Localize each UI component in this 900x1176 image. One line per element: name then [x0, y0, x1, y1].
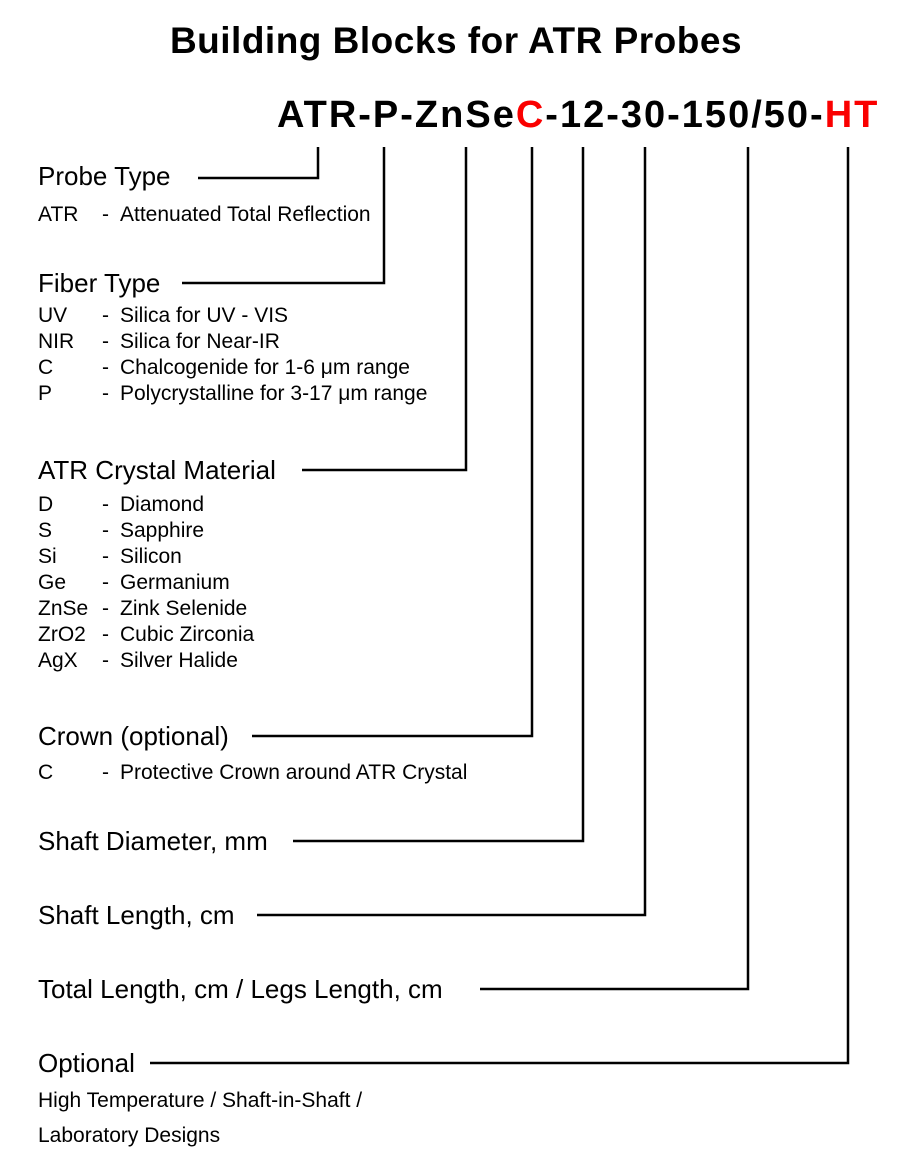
list-item: [38, 544, 254, 570]
list-item: [38, 303, 427, 329]
section-heading-fiber-type: Fiber Type: [38, 268, 161, 298]
item-desc: Polycrystalline for 3-17 μm range: [120, 382, 428, 405]
item-code: NIR: [38, 330, 75, 353]
item-dash: -: [102, 330, 109, 353]
section-heading-optional: Optional: [38, 1048, 135, 1078]
item-dash: -: [102, 623, 109, 646]
item-code: Ge: [38, 571, 67, 594]
list-item: [38, 518, 254, 544]
part-number-segment-crown: C: [515, 94, 546, 136]
item-desc: Sapphire: [120, 519, 205, 542]
item-dash: -: [102, 493, 109, 516]
part-number: [277, 96, 879, 134]
list-item: [38, 202, 371, 228]
connector-probe-type: [198, 147, 318, 178]
list-item: [38, 622, 254, 648]
section-items-atr-crystal-material: [38, 492, 254, 674]
list-item: [38, 648, 254, 674]
item-desc: Cubic Zirconia: [120, 623, 255, 646]
item-dash: -: [102, 571, 109, 594]
item-code: C: [38, 761, 54, 784]
connector-shaft-diameter: [293, 147, 583, 841]
item-code: AgX: [38, 649, 78, 672]
item-code: Si: [38, 545, 57, 568]
item-code: P: [38, 382, 53, 405]
optional-note-line: High Temperature / Shaft-in-Shaft /: [38, 1089, 363, 1112]
connector-shaft-length: [257, 147, 645, 915]
item-dash: -: [102, 545, 109, 568]
list-item: [38, 596, 254, 622]
list-item: [38, 381, 427, 407]
section-items-fiber-type: [38, 303, 427, 407]
item-code: S: [38, 519, 53, 542]
list-item: [38, 492, 254, 518]
connector-crown: [252, 147, 532, 736]
item-desc: Germanium: [120, 571, 230, 594]
item-code: UV: [38, 304, 68, 327]
section-heading-crown: Crown (optional): [38, 721, 229, 751]
optional-note-line: Laboratory Designs: [38, 1124, 221, 1147]
item-dash: -: [102, 304, 109, 327]
optional-notes: [38, 1083, 362, 1153]
item-code: ZnSe: [38, 597, 89, 620]
item-code: D: [38, 493, 54, 516]
list-item: [38, 760, 467, 786]
page-title: Building Blocks for ATR Probes: [169, 20, 743, 61]
item-dash: -: [102, 519, 109, 542]
item-dash: -: [102, 203, 109, 226]
section-items-probe-type: [38, 202, 371, 228]
item-code: C: [38, 356, 54, 379]
item-desc: Attenuated Total Reflection: [120, 203, 371, 226]
item-dash: -: [102, 761, 109, 784]
item-desc: Silicon: [120, 545, 182, 568]
item-code: ZrO2: [38, 623, 86, 646]
connector-optional: [150, 147, 848, 1063]
item-desc: Silica for Near-IR: [120, 330, 280, 353]
section-heading-total-length: Total Length, cm / Legs Length, cm: [38, 974, 443, 1004]
item-dash: -: [102, 649, 109, 672]
item-dash: -: [102, 382, 109, 405]
part-number-segment-prefix: ATR-P-ZnSe: [277, 94, 516, 136]
section-heading-shaft-diameter: Shaft Diameter, mm: [38, 826, 268, 856]
list-item: [38, 570, 254, 596]
item-code: ATR: [38, 203, 79, 226]
section-heading-shaft-length: Shaft Length, cm: [38, 900, 235, 930]
section-heading-atr-crystal-material: ATR Crystal Material: [38, 455, 276, 485]
item-desc: Diamond: [120, 493, 205, 516]
item-desc: Silver Halide: [120, 649, 238, 672]
item-desc: Chalcogenide for 1-6 μm range: [120, 356, 410, 379]
list-item: [38, 329, 427, 355]
item-desc: Silica for UV - VIS: [120, 304, 289, 327]
section-items-crown: [38, 760, 467, 786]
connector-total-length: [480, 147, 748, 989]
section-heading-probe-type: Probe Type: [38, 161, 171, 191]
item-desc: Zink Selenide: [120, 597, 248, 620]
item-dash: -: [102, 597, 109, 620]
list-item: [38, 355, 427, 381]
part-number-segment-dimensions: -12-30-150/50-: [545, 94, 825, 136]
item-desc: Protective Crown around ATR Crystal: [120, 761, 468, 784]
item-dash: -: [102, 356, 109, 379]
part-number-segment-option: HT: [824, 94, 880, 136]
